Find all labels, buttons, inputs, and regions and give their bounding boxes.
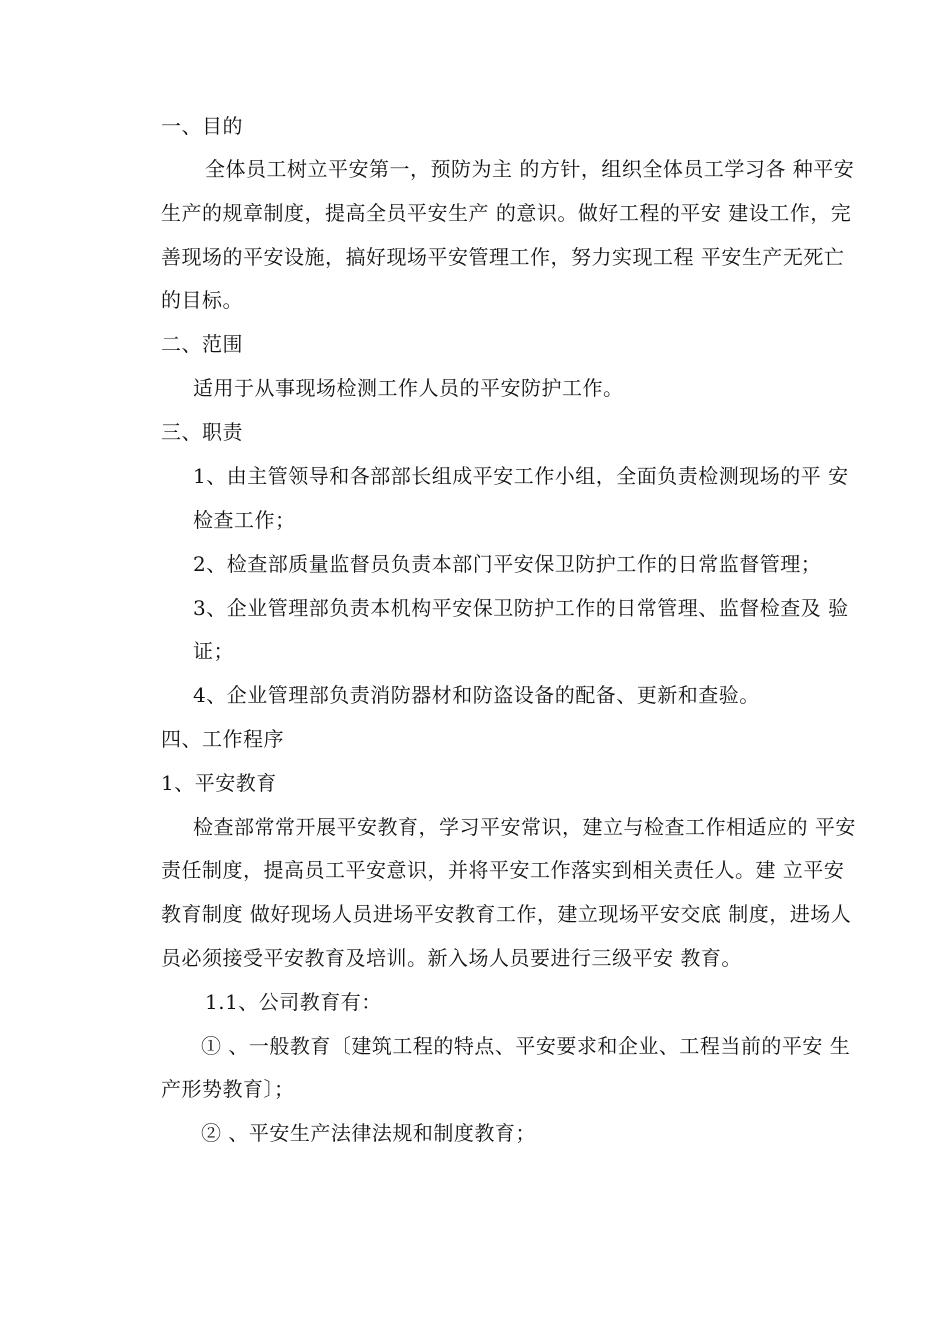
section-heading: 三、职责: [161, 420, 243, 444]
section-heading: 四、工作程序: [161, 727, 284, 751]
paragraph-line: 适用于从事现场检测工作人员的平安防护工作。: [193, 376, 624, 400]
list-item-line: 2、检查部质量监督员负责本部门平安保卫防护工作的日常监督管理；: [193, 552, 822, 576]
list-item-line: 3、企业管理部负责本机构平安保卫防护工作的日常管理、监督检查及 验: [193, 596, 849, 620]
section-heading: 一、目的: [161, 114, 243, 138]
paragraph-line: 生产的规章制度，提高全员平安生产 的意识。做好工程的平安 建设工作，完: [161, 201, 852, 225]
list-item-line: 证；: [193, 639, 234, 663]
paragraph-line: 责任制度，提高员工平安意识，并将平安工作落实到相关责任人。建 立平安: [161, 858, 845, 882]
subsubsection-heading: 1.1、公司教育有：: [205, 990, 382, 1014]
paragraph-line: 员必须接受平安教育及培训。新入场人员要进行三级平安 教育。: [161, 946, 742, 970]
subsection-heading: 1、平安教育: [161, 771, 277, 795]
paragraph-line: 检查部常常开展平安教育，学习平安常识，建立与检查工作相适应的 平安: [193, 815, 856, 839]
list-item-line: ② 、平安生产法律法规和制度教育；: [201, 1121, 536, 1145]
paragraph-line: 的目标。: [161, 288, 243, 312]
list-item-line: 1、由主管领导和各部部长组成平安工作小组，全面负责检测现场的平 安: [193, 464, 849, 488]
paragraph-line: [205, 155, 882, 183]
paragraph-text: 全体员工树立平安第一，预防为主 的方针，组织全体员工学习各 种平安: [205, 157, 855, 181]
paragraph-line: 教育制度 做好现场人员进场平安教育工作，建立现场平安交底 制度，进场人: [161, 902, 852, 926]
list-item-line: 4、企业管理部负责消防器材和防盗设备的配备、更新和查验。: [193, 683, 760, 707]
paragraph-line: 善现场的平安设施，搞好现场平安管理工作，努力实现工程 平安生产无死亡: [161, 245, 845, 269]
list-item-line: 产形势教育〕；: [161, 1077, 295, 1101]
list-item-line: ① 、一般教育〔建筑工程的特点、平安要求和企业、工程当前的平安 生: [201, 1034, 851, 1058]
list-item-line: 检查工作；: [193, 508, 296, 532]
section-heading: 二、范围: [161, 332, 243, 356]
